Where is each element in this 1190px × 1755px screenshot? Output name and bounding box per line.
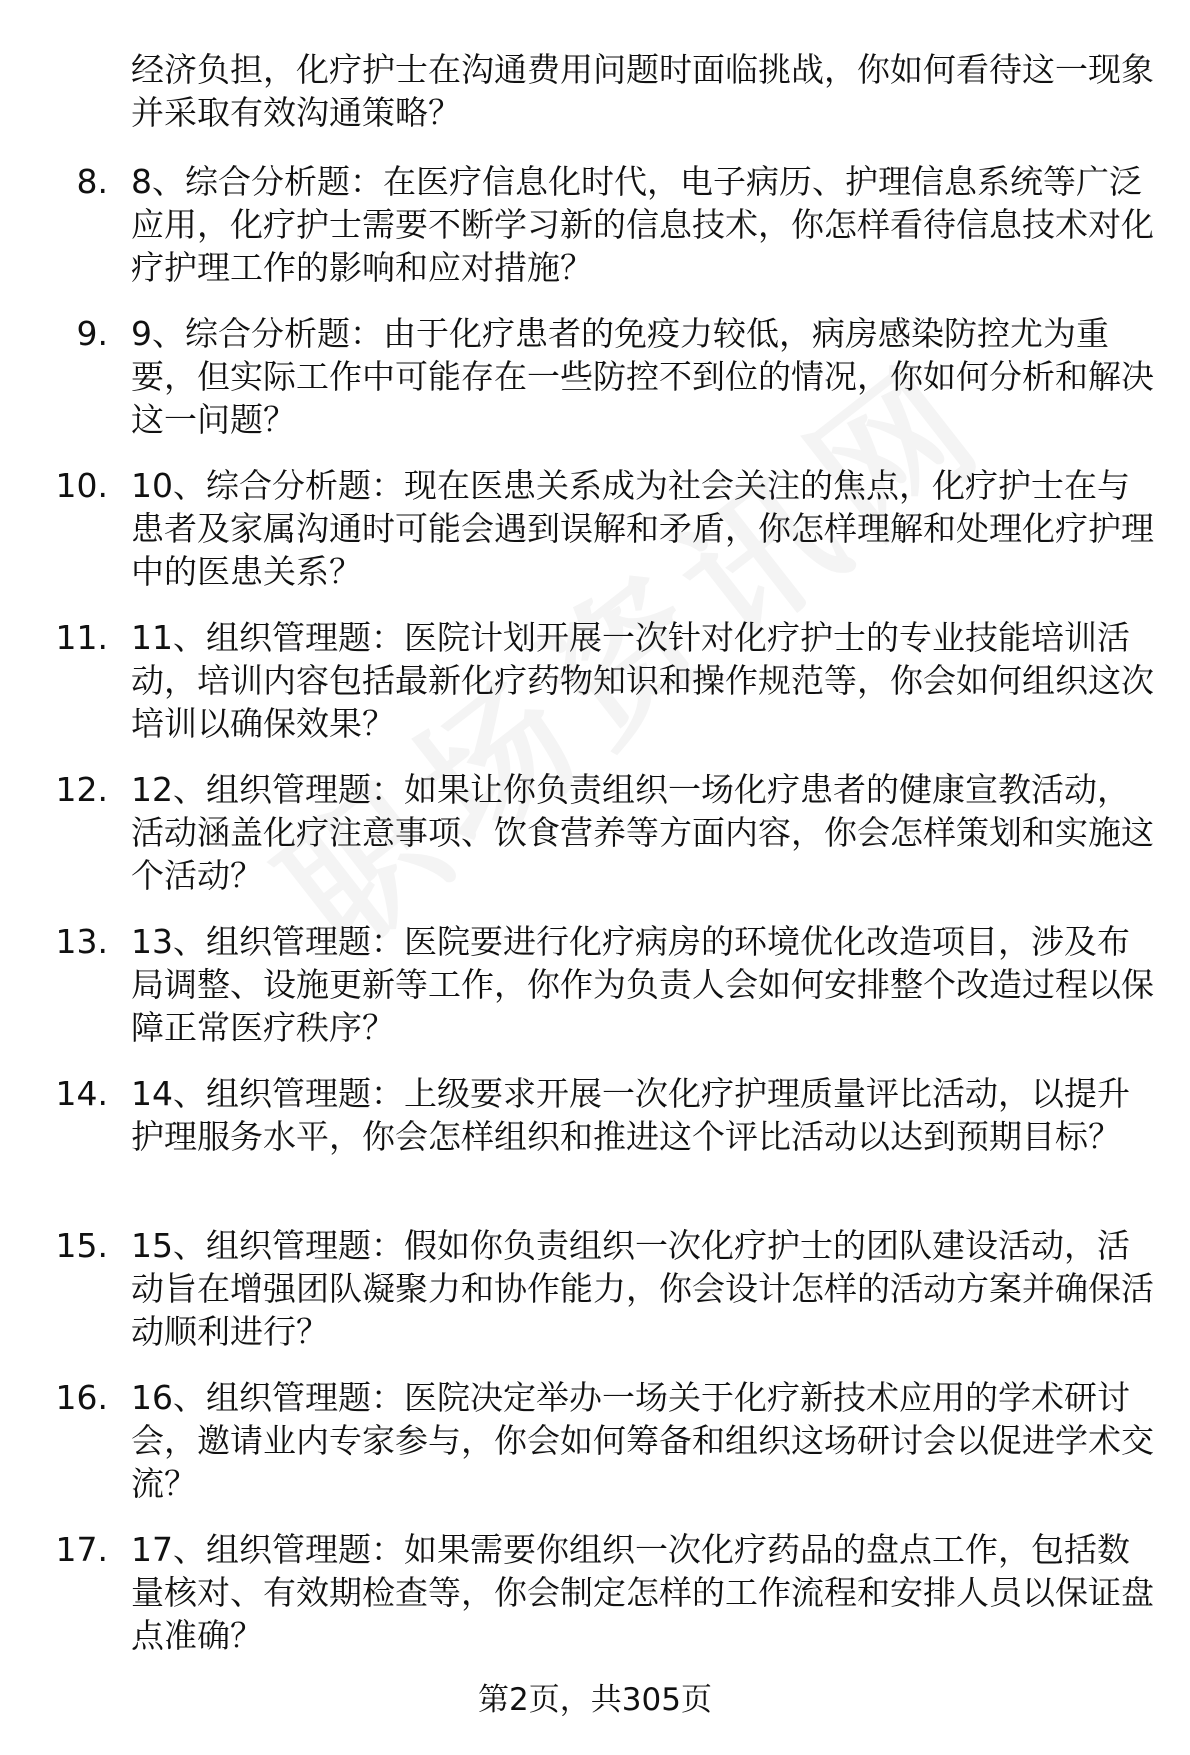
item-number: 10.: [55, 466, 108, 505]
list-item: [0, 312, 1190, 464]
page-footer: 第2页，共305页: [478, 1682, 712, 1718]
item-text: 8、综合分析题：在医疗信息化时代，电子病历、护理信息系统等广泛应用，化疗护士需要不断学习新的信息技术，你怎样看待信息技术对化疗护理工作的影响和应对措施？: [131, 162, 1154, 287]
item-number: 16.: [55, 1378, 108, 1417]
item-text: 12、组织管理题：如果让你负责组织一场化疗患者的健康宣教活动，活动涵盖化疗注意事项、饮食营养等方面内容，你会怎样策划和实施这个活动？: [131, 770, 1154, 895]
question-list: [0, 160, 1190, 1680]
list-item: [0, 768, 1190, 920]
item-text: 14、组织管理题：上级要求开展一次化疗护理质量评比活动，以提升护理服务水平，你会怎样组织和推进这个评比活动以达到预期目标？: [131, 1074, 1130, 1156]
item-text: 16、组织管理题：医院决定举办一场关于化疗新技术应用的学术研讨会，邀请业内专家参与，你会如何筹备和组织这场研讨会以促进学术交流？: [131, 1378, 1154, 1503]
item-number: 15.: [55, 1226, 108, 1265]
item-text: 11、组织管理题：医院计划开展一次针对化疗护士的专业技能培训活动，培训内容包括最新化疗药物知识和操作规范等，你会如何组织这次培训以确保效果？: [131, 618, 1154, 743]
list-item: [0, 920, 1190, 1072]
list-item: [0, 464, 1190, 616]
list-item: [0, 1376, 1190, 1528]
item-number: 12.: [55, 770, 108, 809]
item-number: 9.: [76, 314, 108, 353]
item-number: 11.: [55, 618, 108, 657]
item-text: 10、综合分析题：现在医患关系成为社会关注的焦点，化疗护士在与患者及家属沟通时可能会遇到误解和矛盾，你怎样理解和处理化疗护理中的医患关系？: [131, 466, 1154, 591]
list-item: [0, 616, 1190, 768]
item-number: 13.: [55, 922, 108, 961]
continued-paragraph: 经济负担，化疗护士在沟通费用问题时面临挑战，你如何看待这一现象并采取有效沟通策略？: [131, 50, 1154, 132]
item-number: 14.: [55, 1074, 108, 1113]
list-item: [0, 1224, 1190, 1376]
list-item: [0, 1072, 1190, 1224]
item-number: 17.: [55, 1530, 108, 1569]
item-text: 17、组织管理题：如果需要你组织一次化疗药品的盘点工作，包括数量核对、有效期检查等，你会制定怎样的工作流程和安排人员以保证盘点准确？: [131, 1530, 1154, 1655]
item-number: 8.: [76, 162, 108, 201]
item-text: 13、组织管理题：医院要进行化疗病房的环境优化改造项目，涉及布局调整、设施更新等工作，你作为负责人会如何安排整个改造过程以保障正常医疗秩序？: [131, 922, 1154, 1047]
item-text: 15、组织管理题：假如你负责组织一次化疗护士的团队建设活动，活动旨在增强团队凝聚力和协作能力，你会设计怎样的活动方案并确保活动顺利进行？: [131, 1226, 1154, 1351]
list-item: [0, 1528, 1190, 1680]
item-text: 9、综合分析题：由于化疗患者的免疫力较低，病房感染防控尤为重要，但实际工作中可能存在一些防控不到位的情况，你如何分析和解决这一问题？: [131, 314, 1154, 439]
list-item: [0, 160, 1190, 312]
